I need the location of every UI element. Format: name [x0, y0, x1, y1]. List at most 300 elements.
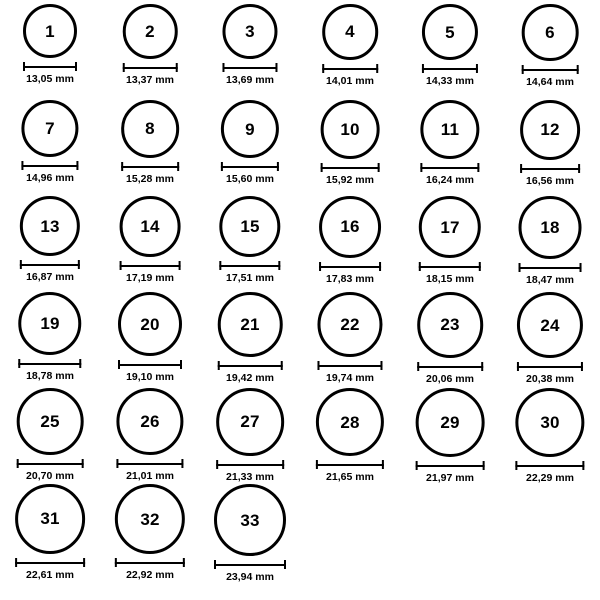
diameter-measure-line — [519, 263, 582, 272]
measure-tick-left — [20, 260, 22, 269]
ring-cell — [0, 96, 100, 192]
ring-entry — [121, 100, 179, 184]
ring-entry — [522, 4, 579, 87]
measure-bar — [23, 66, 77, 68]
measure-tick-left — [15, 558, 17, 567]
ring-cell — [300, 96, 400, 192]
ring-row — [0, 384, 600, 485]
measure-bar — [422, 68, 478, 70]
measure-tick-left — [322, 64, 324, 73]
ring-entry — [123, 4, 178, 85]
ring-circle-icon — [18, 292, 81, 355]
measure-tick-left — [422, 64, 424, 73]
measure-bar — [21, 165, 78, 167]
ring-entry — [20, 196, 80, 283]
ring-cell — [300, 0, 400, 96]
ring-size-label: 5 — [445, 22, 455, 42]
ring-diameter-label: 23,94 mm — [226, 571, 274, 583]
ring-diameter-label: 19,74 mm — [326, 372, 374, 385]
diameter-measure-line — [221, 162, 279, 171]
ring-entry — [416, 388, 485, 483]
ring-entry — [221, 100, 279, 185]
ring-entry — [520, 100, 580, 186]
ring-entry — [517, 292, 583, 385]
ring-circle-icon — [118, 292, 182, 356]
measure-bar — [419, 266, 481, 268]
measure-bar — [219, 265, 280, 267]
diameter-measure-line — [21, 161, 78, 170]
measure-bar — [322, 68, 378, 70]
measure-tick-right — [583, 461, 585, 470]
measure-tick-right — [277, 162, 279, 171]
measure-tick-right — [376, 64, 378, 73]
ring-diameter-label: 21,65 mm — [326, 471, 374, 484]
diameter-measure-line — [222, 63, 277, 72]
diameter-measure-line — [123, 63, 178, 72]
ring-cell — [100, 96, 200, 192]
measure-tick-right — [282, 460, 284, 469]
measure-tick-right — [276, 63, 278, 72]
ring-size-label: 10 — [340, 119, 360, 139]
measure-tick-left — [21, 161, 23, 170]
measure-tick-right — [377, 163, 379, 172]
ring-cell — [300, 288, 400, 384]
measure-tick-right — [83, 558, 85, 567]
measure-tick-right — [379, 262, 381, 271]
ring-diameter-label: 14,96 mm — [26, 172, 74, 185]
measure-tick-left — [419, 262, 421, 271]
ring-circle-icon — [121, 100, 179, 158]
ring-cell — [200, 480, 300, 583]
ring-diameter-label: 13,05 mm — [26, 73, 74, 85]
ring-cell — [300, 384, 400, 484]
measure-bar — [417, 366, 483, 368]
ring-entry — [17, 388, 84, 481]
measure-tick-left — [515, 461, 517, 470]
measure-tick-left — [420, 163, 422, 172]
ring-circle-icon — [422, 4, 478, 60]
ring-entry — [222, 4, 277, 86]
ring-size-label: 2 — [145, 21, 155, 41]
ring-circle-icon — [214, 484, 286, 556]
measure-tick-left — [316, 460, 318, 469]
ring-diameter-label: 20,06 mm — [426, 372, 474, 385]
measure-bar — [15, 562, 85, 564]
ring-size-label: 22 — [340, 315, 360, 335]
ring-cell — [400, 96, 500, 192]
measure-tick-left — [115, 558, 117, 567]
ring-diameter-label: 16,56 mm — [526, 174, 574, 187]
measure-tick-right — [280, 361, 282, 370]
ring-entry — [118, 292, 182, 383]
measure-tick-left — [116, 459, 118, 468]
ring-size-label: 24 — [540, 315, 560, 335]
ring-circle-icon — [517, 292, 583, 358]
measure-tick-right — [578, 164, 580, 173]
ring-circle-icon — [417, 292, 483, 358]
ring-entry — [319, 196, 381, 284]
ring-circle-icon — [17, 388, 84, 455]
measure-tick-right — [80, 359, 82, 368]
diameter-measure-line — [121, 162, 179, 171]
measure-tick-right — [476, 64, 478, 73]
measure-tick-right — [581, 362, 583, 371]
ring-entry — [120, 196, 181, 283]
diameter-measure-line — [319, 262, 381, 271]
measure-bar — [515, 465, 584, 467]
ring-row — [0, 192, 600, 288]
measure-tick-right — [579, 263, 581, 272]
diameter-measure-line — [422, 64, 478, 73]
diameter-measure-line — [216, 460, 284, 469]
measure-tick-right — [180, 360, 182, 369]
diameter-measure-line — [517, 362, 583, 371]
ring-circle-icon — [123, 4, 178, 59]
ring-size-label: 31 — [40, 509, 60, 529]
ring-entry — [322, 4, 378, 86]
measure-bar — [416, 465, 485, 467]
diameter-measure-line — [214, 560, 286, 569]
ring-entry — [216, 388, 284, 482]
ring-size-label: 29 — [440, 412, 460, 432]
ring-row — [0, 96, 600, 192]
diameter-measure-line — [120, 261, 181, 270]
ring-size-label: 13 — [40, 216, 60, 236]
measure-tick-left — [219, 261, 221, 270]
ring-cell — [100, 0, 200, 96]
ring-cell — [0, 384, 100, 480]
measure-tick-left — [519, 263, 521, 272]
measure-tick-right — [177, 162, 179, 171]
ring-circle-icon — [319, 196, 381, 258]
ring-diameter-label: 15,28 mm — [126, 172, 174, 185]
measure-tick-right — [77, 161, 79, 170]
ring-diameter-label: 22,29 mm — [526, 472, 574, 485]
measure-tick-left — [321, 163, 323, 172]
ring-size-label: 26 — [140, 412, 160, 432]
measure-tick-left — [218, 361, 220, 370]
measure-bar — [116, 463, 183, 465]
measure-bar — [121, 166, 179, 168]
diameter-measure-line — [17, 459, 84, 468]
measure-bar — [520, 168, 580, 170]
ring-diameter-label: 19,10 mm — [126, 371, 174, 383]
ring-entry — [419, 196, 481, 285]
ring-cell — [100, 192, 200, 288]
ring-circle-icon — [316, 388, 384, 456]
measure-tick-left — [522, 65, 524, 74]
diameter-measure-line — [15, 558, 85, 567]
ring-circle-icon — [21, 100, 78, 157]
ring-cell — [300, 192, 400, 288]
ring-circle-icon — [219, 196, 280, 257]
ring-entry — [219, 196, 280, 284]
measure-tick-left — [23, 62, 25, 71]
ring-diameter-label: 20,38 mm — [526, 373, 574, 386]
ring-cell — [0, 192, 100, 288]
diameter-measure-line — [322, 64, 378, 73]
ring-entry — [21, 100, 78, 184]
ring-size-label: 9 — [245, 119, 255, 139]
diameter-measure-line — [115, 558, 185, 567]
ring-size-label: 27 — [240, 412, 260, 432]
measure-bar — [420, 167, 479, 169]
measure-tick-right — [284, 560, 286, 569]
measure-bar — [216, 464, 284, 466]
ring-diameter-label: 16,24 mm — [426, 174, 474, 187]
measure-tick-left — [417, 362, 419, 371]
ring-diameter-label: 22,61 mm — [26, 568, 74, 581]
ring-cell — [500, 0, 600, 96]
measure-tick-left — [118, 360, 120, 369]
measure-tick-right — [81, 459, 83, 468]
measure-bar — [221, 166, 279, 168]
ring-entry — [519, 196, 582, 285]
ring-circle-icon — [115, 484, 185, 554]
ring-circle-icon — [120, 196, 181, 257]
diameter-measure-line — [416, 461, 485, 470]
ring-cell — [0, 288, 100, 384]
ring-size-label: 8 — [145, 119, 155, 139]
diameter-measure-line — [520, 164, 580, 173]
diameter-measure-line — [20, 260, 80, 269]
measure-bar — [20, 264, 80, 266]
ring-size-label: 23 — [440, 315, 460, 335]
measure-bar — [214, 564, 286, 566]
ring-row — [0, 480, 600, 583]
ring-circle-icon — [23, 4, 77, 58]
ring-cell — [200, 192, 300, 288]
ring-size-label: 20 — [140, 314, 160, 334]
ring-size-label: 15 — [240, 217, 260, 237]
ring-cell — [500, 384, 600, 485]
measure-bar — [218, 365, 283, 367]
measure-bar — [519, 267, 582, 269]
ring-cell — [100, 480, 200, 582]
ring-diameter-label: 15,60 mm — [226, 173, 274, 186]
measure-tick-right — [576, 65, 578, 74]
measure-bar — [120, 265, 181, 267]
measure-tick-right — [482, 461, 484, 470]
ring-size-label: 7 — [45, 119, 55, 139]
ring-cell — [400, 0, 500, 96]
diameter-measure-line — [23, 62, 77, 71]
measure-tick-right — [78, 260, 80, 269]
measure-bar — [222, 67, 277, 69]
diameter-measure-line — [316, 460, 384, 469]
diameter-measure-line — [419, 262, 481, 271]
ring-diameter-label: 14,64 mm — [526, 75, 574, 88]
measure-tick-left — [520, 164, 522, 173]
measure-bar — [316, 464, 384, 466]
ring-cell — [100, 384, 200, 483]
ring-diameter-label: 13,37 mm — [126, 73, 174, 86]
ring-circle-icon — [20, 196, 80, 256]
measure-tick-right — [178, 261, 180, 270]
ring-size-label: 32 — [140, 509, 160, 529]
ring-diameter-label: 16,87 mm — [26, 271, 74, 284]
ring-size-label: 17 — [440, 217, 460, 237]
ring-size-label: 14 — [140, 216, 160, 236]
ring-size-label: 12 — [540, 120, 560, 140]
measure-tick-left — [319, 262, 321, 271]
diameter-measure-line — [522, 65, 579, 74]
ring-circle-icon — [221, 100, 279, 158]
ring-size-label: 30 — [540, 413, 560, 433]
ring-diameter-label: 21,01 mm — [126, 470, 174, 483]
ring-size-label: 4 — [345, 22, 355, 42]
ring-entry — [417, 292, 483, 384]
measure-tick-left — [216, 460, 218, 469]
measure-tick-left — [221, 162, 223, 171]
measure-tick-left — [123, 63, 125, 72]
measure-tick-right — [175, 63, 177, 72]
ring-diameter-label: 22,92 mm — [126, 569, 174, 582]
ring-size-label: 6 — [545, 22, 555, 42]
diameter-measure-line — [420, 163, 479, 172]
ring-size-label: 25 — [40, 411, 60, 431]
ring-entry — [422, 4, 478, 87]
ring-entry — [116, 388, 183, 482]
ring-circle-icon — [317, 292, 382, 357]
ring-entry — [317, 292, 382, 384]
ring-diameter-label: 20,70 mm — [26, 469, 74, 482]
measure-tick-left — [121, 162, 123, 171]
diameter-measure-line — [515, 461, 584, 470]
ring-circle-icon — [15, 484, 85, 554]
ring-entry — [15, 484, 85, 580]
diameter-measure-line — [417, 362, 483, 371]
measure-bar — [115, 562, 185, 564]
diameter-measure-line — [317, 361, 382, 370]
ring-circle-icon — [218, 292, 283, 357]
diameter-measure-line — [18, 359, 81, 368]
measure-tick-right — [75, 62, 77, 71]
ring-row — [0, 0, 600, 96]
ring-circle-icon — [522, 4, 579, 61]
ring-size-label: 28 — [340, 412, 360, 432]
ring-diameter-label: 14,01 mm — [326, 74, 374, 87]
ring-entry — [515, 388, 584, 484]
ring-cell — [200, 96, 300, 192]
measure-tick-right — [279, 261, 281, 270]
ring-entry — [214, 484, 286, 583]
measure-tick-left — [222, 63, 224, 72]
ring-diameter-label: 14,33 mm — [426, 75, 474, 88]
diameter-measure-line — [116, 459, 183, 468]
ring-cell — [400, 384, 500, 484]
ring-diameter-label: 19,42 mm — [226, 371, 274, 384]
ring-size-label: 1 — [45, 21, 55, 41]
measure-bar — [123, 67, 178, 69]
ring-cell — [400, 288, 500, 384]
measure-tick-left — [214, 560, 216, 569]
measure-bar — [522, 69, 579, 71]
measure-tick-left — [18, 359, 20, 368]
measure-tick-right — [183, 558, 185, 567]
ring-diameter-label: 17,83 mm — [326, 272, 374, 285]
ring-entry — [115, 484, 185, 581]
diameter-measure-line — [118, 360, 182, 369]
ring-diameter-label: 18,47 mm — [526, 273, 574, 286]
measure-bar — [118, 364, 182, 366]
measure-tick-left — [416, 461, 418, 470]
ring-diameter-label: 21,97 mm — [426, 471, 474, 484]
measure-tick-left — [317, 361, 319, 370]
measure-bar — [17, 463, 84, 465]
measure-bar — [317, 365, 382, 367]
measure-tick-left — [120, 261, 122, 270]
ring-cell — [200, 288, 300, 384]
measure-tick-left — [17, 459, 19, 468]
ring-circle-icon — [515, 388, 584, 457]
ring-diameter-label: 15,92 mm — [326, 173, 374, 186]
ring-circle-icon — [216, 388, 284, 456]
diameter-measure-line — [321, 163, 380, 172]
ring-size-label: 11 — [440, 120, 460, 140]
measure-tick-right — [382, 460, 384, 469]
measure-bar — [18, 363, 81, 365]
diameter-measure-line — [219, 261, 280, 270]
ring-entry — [420, 100, 479, 186]
ring-size-label: 16 — [340, 217, 360, 237]
ring-diameter-label: 21,33 mm — [226, 470, 274, 483]
ring-circle-icon — [321, 100, 380, 159]
ring-entry — [23, 4, 77, 85]
ring-size-label: 21 — [240, 314, 260, 334]
ring-circle-icon — [116, 388, 183, 455]
measure-tick-right — [182, 459, 184, 468]
ring-size-label: 19 — [40, 314, 60, 334]
ring-circle-icon — [420, 100, 479, 159]
ring-diameter-label: 13,69 mm — [226, 74, 274, 87]
ring-circle-icon — [322, 4, 378, 60]
measure-tick-right — [381, 361, 383, 370]
ring-diameter-label: 17,19 mm — [126, 271, 174, 284]
ring-entry — [18, 292, 81, 382]
measure-bar — [321, 167, 380, 169]
ring-cell — [0, 0, 100, 96]
ring-cell — [500, 288, 600, 384]
ring-circle-icon — [520, 100, 580, 160]
ring-cell — [400, 192, 500, 288]
ring-size-label: 18 — [540, 217, 560, 237]
measure-bar — [319, 266, 381, 268]
measure-tick-right — [481, 362, 483, 371]
ring-circle-icon — [519, 196, 582, 259]
ring-entry — [218, 292, 283, 383]
measure-tick-right — [479, 262, 481, 271]
ring-cell — [500, 192, 600, 288]
measure-bar — [517, 366, 583, 368]
measure-tick-right — [478, 163, 480, 172]
ring-cell — [100, 288, 200, 384]
ring-cell — [200, 384, 300, 483]
ring-diameter-label: 18,78 mm — [26, 370, 74, 383]
ring-diameter-label: 18,15 mm — [426, 273, 474, 286]
ring-size-label: 33 — [240, 510, 260, 530]
ring-circle-icon — [416, 388, 485, 457]
ring-cell — [500, 96, 600, 192]
measure-tick-left — [517, 362, 519, 371]
ring-entry — [321, 100, 380, 185]
ring-cell — [0, 480, 100, 581]
ring-circle-icon — [419, 196, 481, 258]
ring-row — [0, 288, 600, 384]
ring-circle-icon — [222, 4, 277, 59]
ring-entry — [316, 388, 384, 483]
ring-size-label: 3 — [245, 22, 255, 42]
